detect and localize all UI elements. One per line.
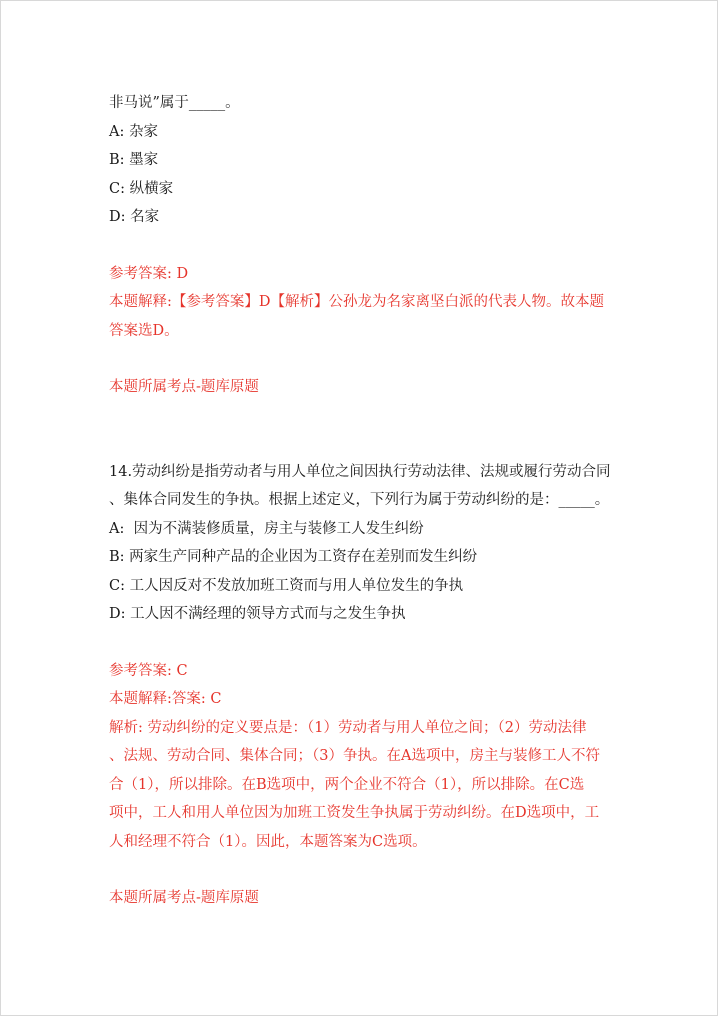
question-13-option-c: C: 纵横家 (109, 180, 174, 197)
question-14-explanation-line: 人和经理不符合（1）。因此，本题答案为C选项。 (109, 833, 427, 850)
question-13-answer: 参考答案: D (109, 265, 189, 282)
question-13-stem-tail: 非马说”属于_____。 (109, 95, 240, 111)
question-14-option-a: A: 因为不满装修质量，房主与装修工人发生纠纷 (109, 520, 424, 537)
question-14-stem-line: 、集体合同发生的争执。根据上述定义，下列行为属于劳动纠纷的是：_____。 (109, 492, 610, 508)
question-13-explanation-line: 本题解释:【参考答案】D【解析】公孙龙为名家离坚白派的代表人物。故本题 (109, 294, 605, 310)
page-content (109, 89, 619, 913)
question-13-option-a: A: 杂家 (109, 123, 158, 140)
spacer (109, 629, 619, 657)
spacer (109, 856, 619, 884)
question-13-option-b: B: 墨家 (109, 152, 159, 168)
spacer (109, 232, 619, 260)
question-14-explanation-title: 本题解释:答案: C (109, 691, 222, 707)
question-14-source: 本题所属考点-题库原题 (109, 890, 259, 906)
question-14-explanation-line: 、法规、劳动合同、集体合同；（3）争执。在A选项中，房主与装修工人不符 (109, 748, 600, 764)
question-13 (109, 89, 619, 402)
question-14-explanation-line: 项中，工人和用人单位因为加班工资发生争执属于劳动纠纷。在D选项中，工 (109, 805, 600, 821)
question-14-explanation-line: 合（1），所以排除。在B选项中，两个企业不符合（1），所以排除。在C选 (109, 776, 585, 793)
question-14-option-d: D: 工人因不满经理的领导方式而与之发生争执 (109, 606, 406, 622)
question-14-stem-line: 14.劳动纠纷是指劳动者与用人单位之间因执行劳动法律、法规或履行劳动合同 (109, 463, 611, 480)
question-14-option-c: C: 工人因反对不发放加班工资而与用人单位发生的争执 (109, 577, 464, 594)
question-14-option-b: B: 两家生产同种产品的企业因为工资存在差别而发生纠纷 (109, 549, 478, 565)
spacer (109, 402, 619, 458)
spacer (109, 345, 619, 373)
question-14-answer: 参考答案: C (109, 662, 188, 679)
question-14 (109, 458, 619, 913)
question-13-explanation-line: 答案选D。 (109, 322, 179, 339)
question-13-source: 本题所属考点-题库原题 (109, 379, 259, 395)
question-14-explanation-line: 解析: 劳动纠纷的定义要点是：（1）劳动者与用人单位之间；（2）劳动法律 (109, 719, 587, 736)
question-13-option-d: D: 名家 (109, 209, 160, 225)
